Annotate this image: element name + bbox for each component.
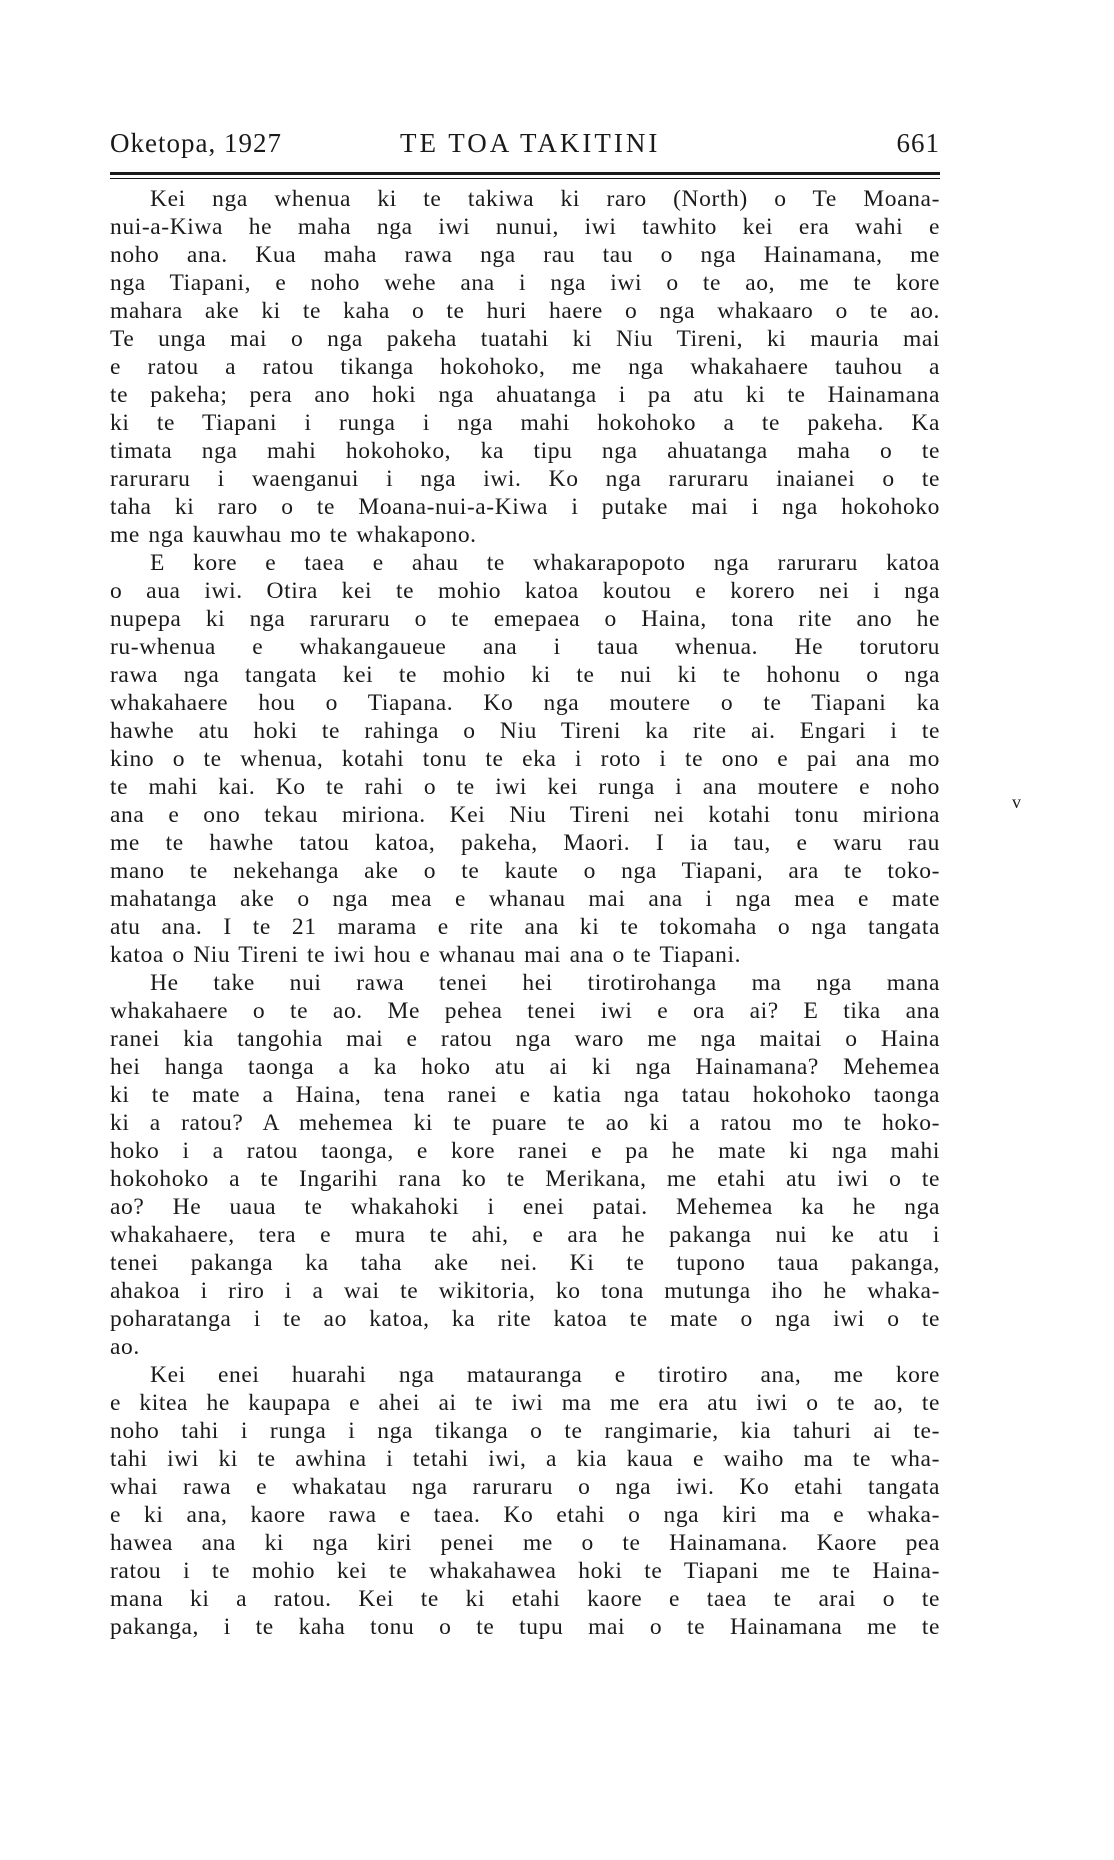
header-rule xyxy=(110,172,940,175)
text-line: whakahaere hou o Tiapana. Ko nga moutere o te Tiapani ka xyxy=(110,690,940,716)
text-line: ana e ono tekau miriona. Kei Niu Tireni nei kotahi tonu miriona xyxy=(110,802,940,828)
text-line: ranei kia tangohia mai e ratou nga waro me nga maitai o Haina xyxy=(110,1026,940,1052)
margin-mark: v xyxy=(1012,792,1021,812)
text-line: hawea ana ki nga kiri penei me o te Hainamana. Kaore pea xyxy=(110,1530,940,1556)
text-line: hei hanga taonga a ka hoko atu ai ki nga Hainamana? Mehemea xyxy=(110,1054,940,1080)
text-line: pakanga, i te kaha tonu o te tupu mai o te Hainamana me te xyxy=(110,1614,940,1640)
page-number: 661 xyxy=(896,128,940,158)
text-line: whakahaere o te ao. Me pehea tenei iwi e ora ai? E tika ana xyxy=(110,998,940,1024)
text-line: He take nui rawa tenei hei tirotirohanga ma nga mana xyxy=(150,970,940,996)
text-line: e ki ana, kaore rawa e taea. Ko etahi o nga kiri ma e whaka- xyxy=(110,1502,940,1528)
text-line: tenei pakanga ka taha ake nei. Ki te tupono taua pakanga, xyxy=(110,1250,940,1276)
article-body xyxy=(110,185,940,1641)
text-line: whakahaere, tera e mura te ahi, e ara he pakanga nui ke atu i xyxy=(110,1222,940,1248)
text-line: noho tahi i runga i nga tikanga o te rangimarie, kia tahuri ai te- xyxy=(110,1418,940,1444)
text-line: mano te nekehanga ake o te kaute o nga Tiapani, ara te toko- xyxy=(110,858,940,884)
text-line: taha ki raro o te Moana-nui-a-Kiwa i putake mai i nga hokohoko xyxy=(110,494,940,520)
text-line: poharatanga i te ao katoa, ka rite katoa te mate o nga iwi o te xyxy=(110,1306,940,1332)
header-title: TE TOA TAKITINI xyxy=(400,128,661,158)
text-line: Kei enei huarahi nga matauranga e tirotiro ana, me kore xyxy=(150,1362,940,1388)
header-rule-thin xyxy=(110,178,940,179)
text-line: whai rawa e whakatau nga raruraru o nga iwi. Ko etahi tangata xyxy=(110,1474,940,1500)
text-line: te mahi kai. Ko te rahi o te iwi kei runga i ana moutere e noho xyxy=(110,774,940,800)
text-line: ki te mate a Haina, tena ranei e katia nga tatau hokohoko taonga xyxy=(110,1082,940,1108)
text-line: timata nga mahi hokohoko, ka tipu nga ahuatanga maha o te xyxy=(110,438,940,464)
header-date: Oketopa, 1927 xyxy=(110,128,282,158)
text-line: nupepa ki nga raruraru o te emepaea o Haina, tona rite ano he xyxy=(110,606,940,632)
text-line: ki te Tiapani i runga i nga mahi hokohoko a te pakeha. Ka xyxy=(110,410,940,436)
text-line: ki a ratou? A mehemea ki te puare te ao ki a ratou mo te hoko- xyxy=(110,1110,940,1136)
text-line: katoa o Niu Tireni te iwi hou e whanau mai ana o te Tiapani. xyxy=(110,942,742,968)
running-header xyxy=(110,128,940,168)
text-line: ru-whenua e whakangaueue ana i taua whenua. He torutoru xyxy=(110,634,940,660)
text-line: hokohoko a te Ingarihi rana ko te Merikana, me etahi atu iwi o te xyxy=(110,1166,940,1192)
text-line: E kore e taea e ahau te whakarapopoto nga raruraru katoa xyxy=(150,550,940,576)
text-line: me nga kauwhau mo te whakapono. xyxy=(110,522,477,548)
text-line: e kitea he kaupapa e ahei ai te iwi ma me era atu iwi o te ao, te xyxy=(110,1390,940,1416)
text-line: kino o te whenua, kotahi tonu te eka i roto i te ono e pai ana mo xyxy=(110,746,940,772)
text-line: mahara ake ki te kaha o te huri haere o nga whakaaro o te ao. xyxy=(110,298,940,324)
text-line: nga Tiapani, e noho wehe ana i nga iwi o te ao, me te kore xyxy=(110,270,940,296)
text-line: mana ki a ratou. Kei te ki etahi kaore e taea te arai o te xyxy=(110,1586,940,1612)
text-line: Kei nga whenua ki te takiwa ki raro (North) o Te Moana- xyxy=(150,186,940,212)
text-line: ahakoa i riro i a wai te wikitoria, ko tona mutunga iho he whaka- xyxy=(110,1278,940,1304)
text-line: nui-a-Kiwa he maha nga iwi nunui, iwi tawhito kei era wahi e xyxy=(110,214,940,240)
text-line: hawhe atu hoki te rahinga o Niu Tireni ka rite ai. Engari i te xyxy=(110,718,940,744)
text-line: me te hawhe tatou katoa, pakeha, Maori. I ia tau, e waru rau xyxy=(110,830,940,856)
text-line: hoko i a ratou taonga, e kore ranei e pa he mate ki nga mahi xyxy=(110,1138,940,1164)
text-line: ao. xyxy=(110,1334,140,1360)
text-line: ao? He uaua te whakahoki i enei patai. Mehemea ka he nga xyxy=(110,1194,940,1220)
text-line: mahatanga ake o nga mea e whanau mai ana i nga mea e mate xyxy=(110,886,940,912)
text-line: te pakeha; pera ano hoki nga ahuatanga i pa atu ki te Hainamana xyxy=(110,382,940,408)
text-line: atu ana. I te 21 marama e rite ana ki te tokomaha o nga tangata xyxy=(110,914,940,940)
text-line: ratou i te mohio kei te whakahawea hoki te Tiapani me te Haina- xyxy=(110,1558,940,1584)
text-line: noho ana. Kua maha rawa nga rau tau o nga Hainamana, me xyxy=(110,242,940,268)
text-line: o aua iwi. Otira kei te mohio katoa koutou e korero nei i nga xyxy=(110,578,940,604)
text-line: Te unga mai o nga pakeha tuatahi ki Niu Tireni, ki mauria mai xyxy=(110,326,940,352)
text-line: e ratou a ratou tikanga hokohoko, me nga whakahaere tauhou a xyxy=(110,354,940,380)
text-line: raruraru i waenganui i nga iwi. Ko nga raruraru inaianei o te xyxy=(110,466,940,492)
text-line: rawa nga tangata kei te mohio ki te nui ki te hohonu o nga xyxy=(110,662,940,688)
text-line: tahi iwi ki te awhina i tetahi iwi, a kia kaua e waiho ma te wha- xyxy=(110,1446,940,1472)
